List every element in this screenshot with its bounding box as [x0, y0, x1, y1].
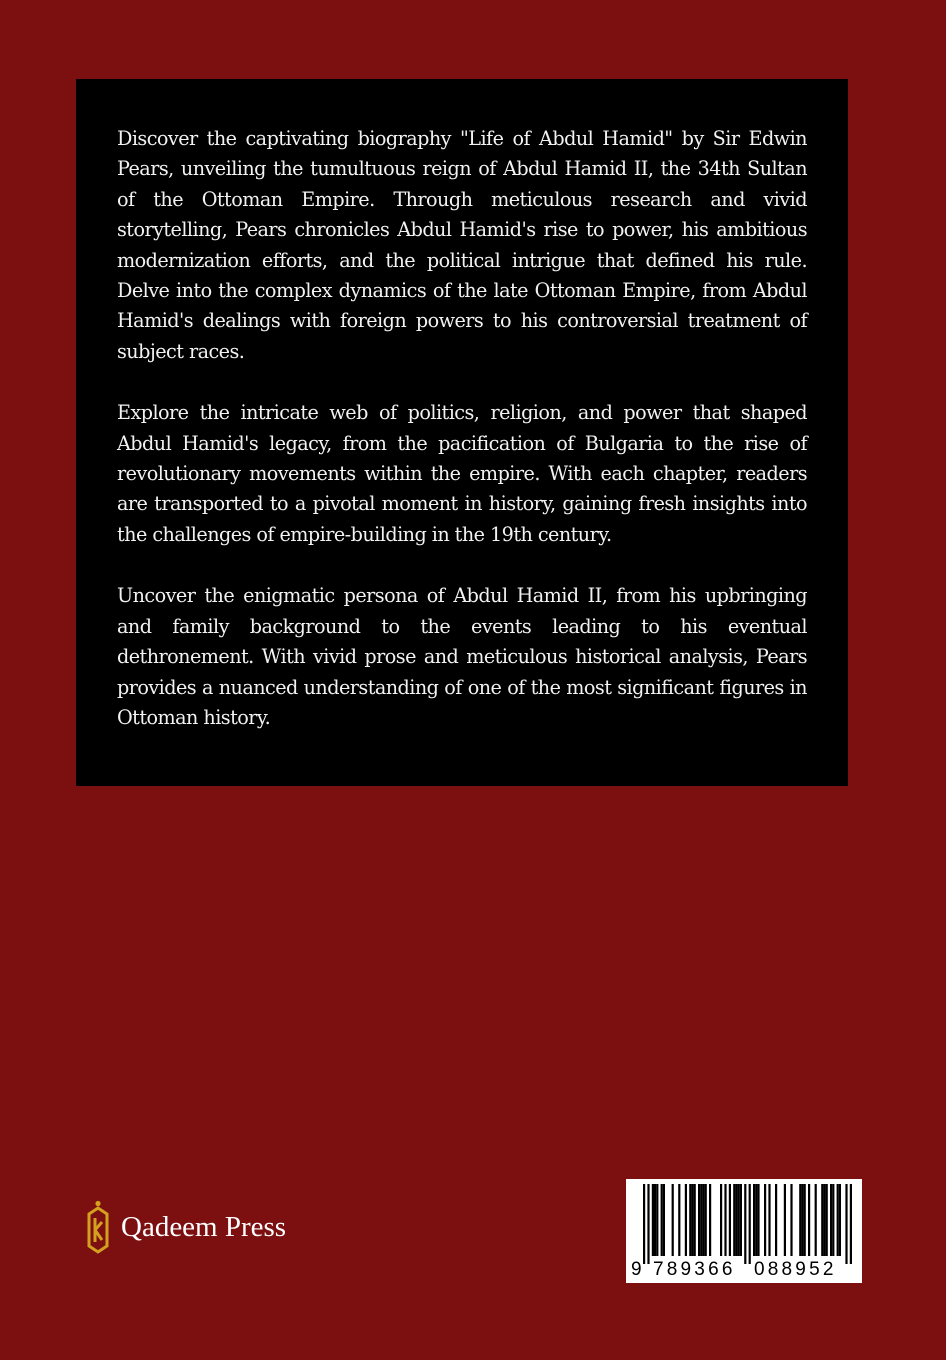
isbn-barcode [626, 1179, 862, 1283]
barcode-bar [691, 1184, 693, 1256]
barcode-bar [700, 1184, 702, 1256]
barcode-bar [775, 1184, 777, 1256]
barcode-bar [705, 1184, 707, 1256]
barcode-bar [672, 1184, 674, 1256]
barcode-bar [821, 1184, 823, 1256]
barcode-bar [735, 1184, 737, 1256]
barcode-bar [698, 1184, 700, 1256]
barcode-bar [724, 1184, 726, 1256]
barcode-bar [656, 1184, 658, 1256]
barcode-bar [784, 1184, 786, 1256]
barcode-bar [749, 1184, 751, 1264]
barcode-bar [815, 1184, 817, 1256]
isbn-lead-digit: 9 [631, 1259, 642, 1280]
barcode-bar [768, 1184, 770, 1256]
barcode-bar [753, 1184, 755, 1256]
barcode-bar [845, 1184, 847, 1264]
barcode-bar [647, 1184, 649, 1264]
barcode-bar [826, 1184, 828, 1256]
barcode-bar [733, 1184, 735, 1256]
barcode-bar [663, 1184, 665, 1256]
barcode-bar [740, 1184, 742, 1256]
barcode-bar [808, 1184, 810, 1256]
barcode-bar [801, 1184, 803, 1256]
barcode-bar [729, 1184, 731, 1256]
barcode-bar [685, 1184, 687, 1256]
barcode-bar [755, 1184, 757, 1256]
barcode-bar [837, 1184, 839, 1256]
publisher-name: Qadeem Press [121, 1210, 287, 1243]
blurb-box [76, 79, 848, 786]
isbn-group-1: 789366 [653, 1259, 736, 1280]
barcode-bar [661, 1184, 663, 1256]
barcode-bar [678, 1184, 680, 1256]
barcode-bar [652, 1184, 654, 1256]
blurb-paragraph-3: Uncover the enigmatic persona of Abdul Hamid II, from his upbringing and family background to the events leading to his eventual dethronement. With vivid prose and meticulous historical analysis, Pears provides a nuanced understanding of one of the most significant figures in Ottoman history. [117, 584, 807, 729]
barcode-bar [689, 1184, 691, 1256]
barcode-bar [799, 1184, 801, 1256]
barcode-bar [830, 1184, 832, 1256]
barcode-bar [654, 1184, 656, 1256]
barcode-bar [720, 1184, 722, 1256]
barcode-bar [738, 1184, 740, 1256]
barcode-bar [839, 1184, 841, 1256]
barcode-bar [764, 1184, 766, 1256]
blurb-paragraph-2: Explore the intricate web of politics, religion, and power that shaped Abdul Hamid's legacy, from the pacification of Bulgaria to the rise of revolutionary movements within the empire. With each chapter, readers are transported to a pivotal moment in history, gaining fresh insights into the challenges of empire-building in the 19th century. [117, 401, 807, 546]
publisher-mark [86, 1200, 286, 1254]
barcode-bar [757, 1184, 759, 1256]
barcode-bar [744, 1184, 746, 1264]
qadeem-press-logo-icon [86, 1200, 110, 1254]
barcode-bar [709, 1184, 711, 1256]
barcode-bar [823, 1184, 825, 1256]
isbn-group-2: 088952 [754, 1259, 837, 1280]
barcode-bar [702, 1184, 704, 1256]
barcode-bar [790, 1184, 792, 1256]
barcode-bar [832, 1184, 834, 1256]
barcode-bar [804, 1184, 806, 1256]
barcode-bar [694, 1184, 696, 1256]
barcode-bar [643, 1184, 645, 1264]
blurb-paragraph-1: Discover the captivating biography "Life of Abdul Hamid" by Sir Edwin Pears, unveiling the tumultuous reign of Abdul Hamid II, the 34th Sultan of the Ottoman Empire. Through meticulous research and vivid storytelling, Pears chronicles Abdul Hamid's rise to power, his ambitious modernization efforts, and the political intrigue that defined his rule. Delve into the complex dynamics of the late Ottoman Empire, from Abdul Hamid's dealings with foreign powers to his controversial treatment of subject races. [117, 127, 807, 363]
barcode-bar [850, 1184, 852, 1264]
